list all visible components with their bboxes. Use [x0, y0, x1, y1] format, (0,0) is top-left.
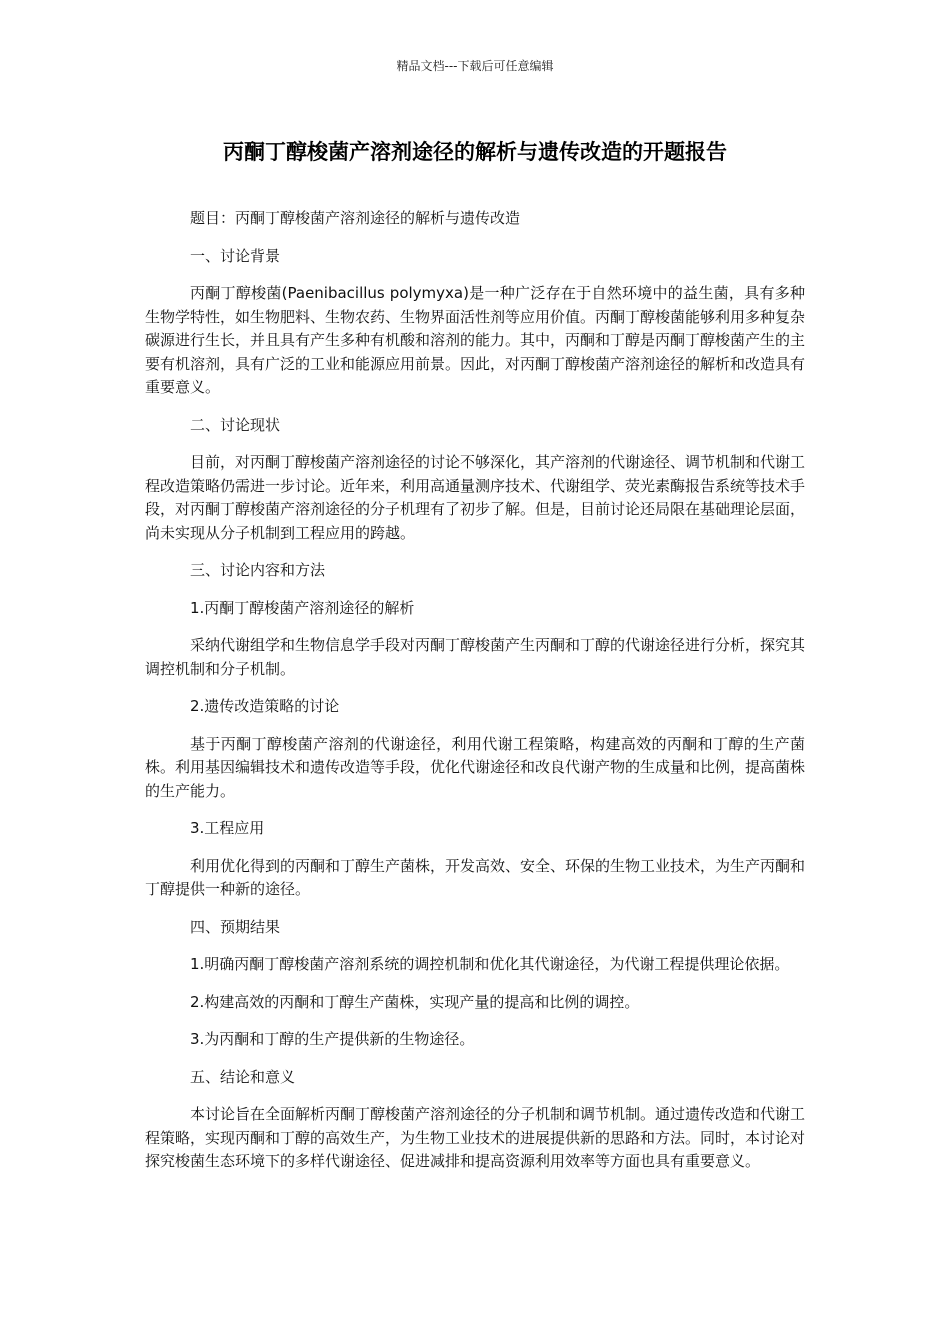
- expected-result-2: 2.构建高效的丙酮和丁醇生产菌株，实现产量的提高和比例的调控。: [190, 992, 640, 1011]
- header-note: 精品文档---下载后可任意编辑: [396, 59, 554, 73]
- paragraph-engineering: 利用优化得到的丙酮和丁醇生产菌株，开发高效、安全、环保的生物工业技术，为生产丙酮和丁醇提供一种新的途径。: [145, 856, 806, 898]
- section-heading-methods: 三、讨论内容和方法: [190, 561, 326, 579]
- section-heading-status: 二、讨论现状: [190, 415, 281, 434]
- paragraph-background: 丙酮丁醇梭菌(Paenibacillus polymyxa)是一种广泛存在于自然环境中的益生菌，具有多种生物学特性，如生物肥料、生物农药、生物界面活性剂等应用价值。丙酮丁醇梭菌能够利用多种复杂碳源进行生长，并且具有产生多种有机酸和溶剂的能力。其中，丙酮和丁醇是丙酮丁醇梭菌产生的主要有机溶剂，具有广泛的工业和能源应用前景。因此，对丙酮丁醇梭菌产溶剂途径的解析和改造具有重要意义。: [145, 284, 806, 396]
- section-heading-expected: 四、预期结果: [190, 917, 281, 936]
- expected-result-3: 3.为丙酮和丁醇的生产提供新的生物途径。: [190, 1030, 475, 1048]
- topic-line: 题目：丙酮丁醇梭菌产溶剂途径的解析与遗传改造: [190, 209, 521, 227]
- paragraph-status: 目前，对丙酮丁醇梭菌产溶剂途径的讨论不够深化，其产溶剂的代谢途径、调节机制和代谢工程改造策略仍需进一步讨论。近年来，利用高通量测序技术、代谢组学、荧光素酶报告系统等技术手段，对丙酮丁醇梭菌产溶剂途径的分子机理有了初步了解。但是，目前讨论还局限在基础理论层面，尚未实现从分子机制到工程应用的跨越。: [145, 453, 806, 542]
- expected-result-1: 1.明确丙酮丁醇梭菌产溶剂系统的调控机制和优化其代谢途径，为代谢工程提供理论依据。: [190, 955, 790, 973]
- document-title: 丙酮丁醇梭菌产溶剂途径的解析与遗传改造的开题报告: [223, 140, 727, 164]
- subheading-analysis: 1.丙酮丁醇梭菌产溶剂途径的解析: [190, 598, 415, 617]
- paragraph-conclusion: 本讨论旨在全面解析丙酮丁醇梭菌产溶剂途径的分子机制和调节机制。通过遗传改造和代谢工程策略，实现丙酮和丁醇的高效生产，为生物工业技术的进展提供新的思路和方法。同时，本讨论对探究梭菌生态环境下的多样代谢途径、促进减排和提高资源利用效率等方面也具有重要意义。: [145, 1105, 806, 1170]
- paragraph-analysis: 采纳代谢组学和生物信息学手段对丙酮丁醇梭菌产生丙酮和丁醇的代谢途径进行分析，探究其调控机制和分子机制。: [145, 636, 806, 678]
- section-heading-conclusion: 五、结论和意义: [190, 1067, 296, 1086]
- document-body: [145, 207, 805, 1188]
- subheading-engineering: 3.工程应用: [190, 819, 265, 837]
- section-heading-background: 一、讨论背景: [190, 246, 281, 265]
- subheading-genetic-strategy: 2.遗传改造策略的讨论: [190, 697, 340, 715]
- paragraph-genetic-strategy: 基于丙酮丁醇梭菌产溶剂的代谢途径，利用代谢工程策略，构建高效的丙酮和丁醇的生产菌株。利用基因编辑技术和遗传改造等手段，优化代谢途径和改良代谢产物的生成量和比例，提高菌株的生产能力。: [145, 734, 806, 800]
